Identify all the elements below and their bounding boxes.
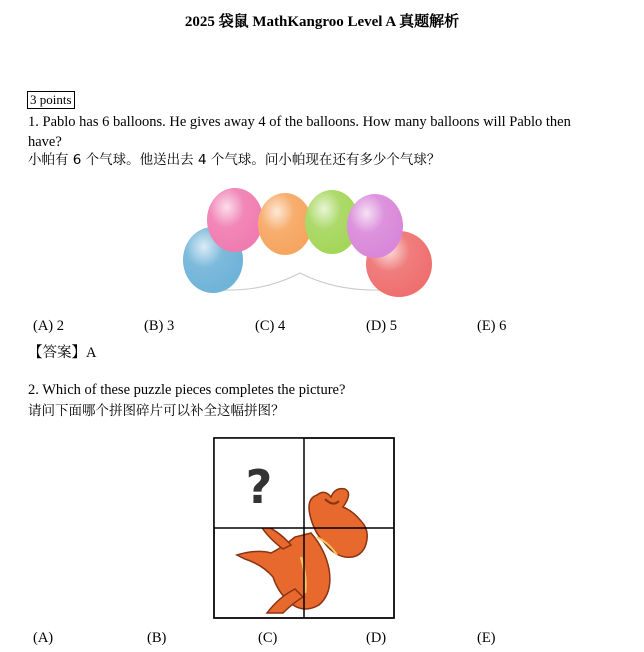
option-b[interactable]: (B) 3 [144,318,175,334]
option-d[interactable]: (D) [366,630,387,646]
option-d[interactable]: (D) 5 [366,318,398,334]
puzzle-grid [213,437,395,619]
balloon-purple [347,194,403,258]
option-b[interactable]: (B) [147,630,167,646]
option-c[interactable]: (C) [258,630,278,646]
option-a[interactable]: (A) [33,630,54,646]
question-1-text-zh: 小帕有 6 个气球。他送出去 4 个气球。问小帕现在还有多少个气球？ [28,152,441,168]
balloon-pink [207,188,263,252]
answer-1: 【答案】A [28,345,97,361]
question-2-text-en: 2. Which of these puzzle pieces completes the picture? [28,382,346,398]
balloons-illustration [175,178,435,303]
option-c[interactable]: (C) 4 [255,318,286,334]
points-badge: 3 points [27,91,75,109]
missing-piece-mark: ? [245,460,273,514]
page-title: 2025 袋鼠 MathKangroo Level A 真题解析 [184,14,460,30]
option-a[interactable]: (A) 2 [33,318,65,334]
option-e[interactable]: (E) [477,630,496,646]
question-2-text-zh: 请问下面哪个拼图碎片可以补全这幅拼图？ [28,403,285,419]
balloon-orange [258,193,312,255]
option-e[interactable]: (E) 6 [477,318,507,334]
question-1-text-en: 1. Pablo has 6 balloons. He gives away 4 of the balloons. How many balloons will Pablo then have? [28,114,571,150]
